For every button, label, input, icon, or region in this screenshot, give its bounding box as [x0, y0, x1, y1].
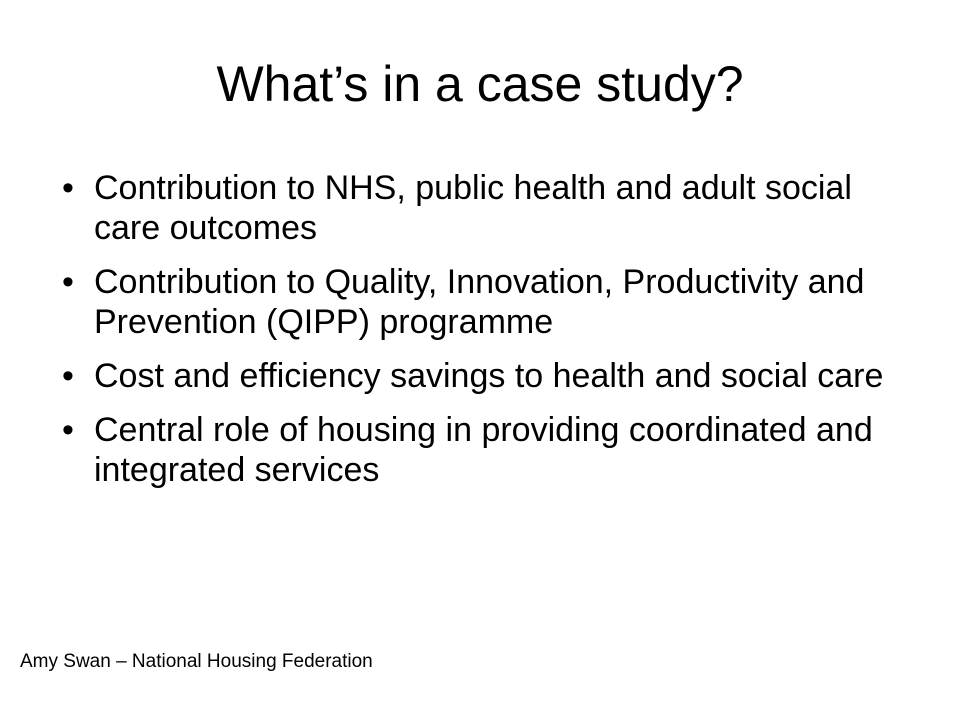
bullet-icon: •: [62, 169, 74, 207]
bullet-text: Contribution to Quality, Innovation, Productivity and Prevention (QIPP) programme: [94, 263, 865, 341]
bullet-item: [62, 168, 902, 248]
bullet-item: [62, 356, 902, 396]
bullet-icon: •: [62, 357, 74, 395]
bullet-item: [62, 262, 902, 342]
slide-title: What’s in a case study?: [216, 56, 744, 112]
bullet-text: Central role of housing in providing coordinated and integrated services: [94, 411, 873, 489]
bullet-text: Cost and efficiency savings to health and social care: [94, 357, 884, 395]
bullet-list: [62, 168, 902, 504]
footer-credit: Amy Swan – National Housing Federation: [20, 651, 373, 672]
bullet-item: [62, 410, 902, 490]
bullet-icon: •: [62, 263, 74, 301]
bullet-text: Contribution to NHS, public health and adult social care outcomes: [94, 169, 852, 247]
bullet-icon: •: [62, 411, 74, 449]
